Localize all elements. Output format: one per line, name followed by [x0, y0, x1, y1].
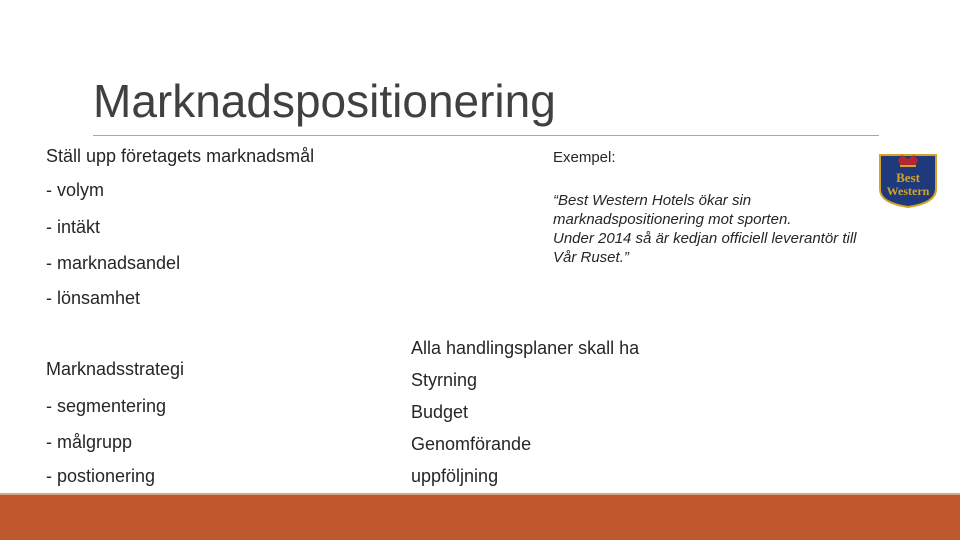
goals-heading: Ställ upp företagets marknadsmål: [46, 146, 315, 166]
title-divider: [93, 135, 879, 136]
strategy-heading: Marknadsstrategi: [46, 359, 185, 379]
strategy-item: - målgrupp: [46, 432, 133, 452]
slide-title: Marknadspositionering: [93, 75, 556, 127]
plan-item: Genomförande: [411, 434, 532, 454]
goal-item: - marknadsandel: [46, 253, 181, 273]
goal-item: - intäkt: [46, 217, 101, 237]
plan-item: uppföljning: [411, 466, 499, 486]
footer-accent-bar: [0, 495, 960, 540]
plans-heading: Alla handlingsplaner skall ha: [411, 338, 640, 358]
logo-text-best: Best: [896, 170, 920, 185]
strategy-item: - postionering: [46, 466, 156, 486]
goal-item: - volym: [46, 180, 104, 200]
best-western-logo-icon: [878, 151, 938, 209]
example-quote: “Best Western Hotels ökar sin marknadspositionering mot sporten. Under 2014 så är kedjan officiell leverantör till Vår Ruset.”: [553, 192, 857, 266]
plan-item: Budget: [411, 402, 469, 422]
goal-item: - lönsamhet: [46, 288, 141, 308]
plan-item: Styrning: [411, 370, 478, 390]
logo-text-western: Western: [886, 184, 930, 198]
example-label: Exempel:: [553, 149, 616, 166]
best-western-logo: [878, 151, 938, 209]
strategy-item: - segmentering: [46, 396, 167, 416]
